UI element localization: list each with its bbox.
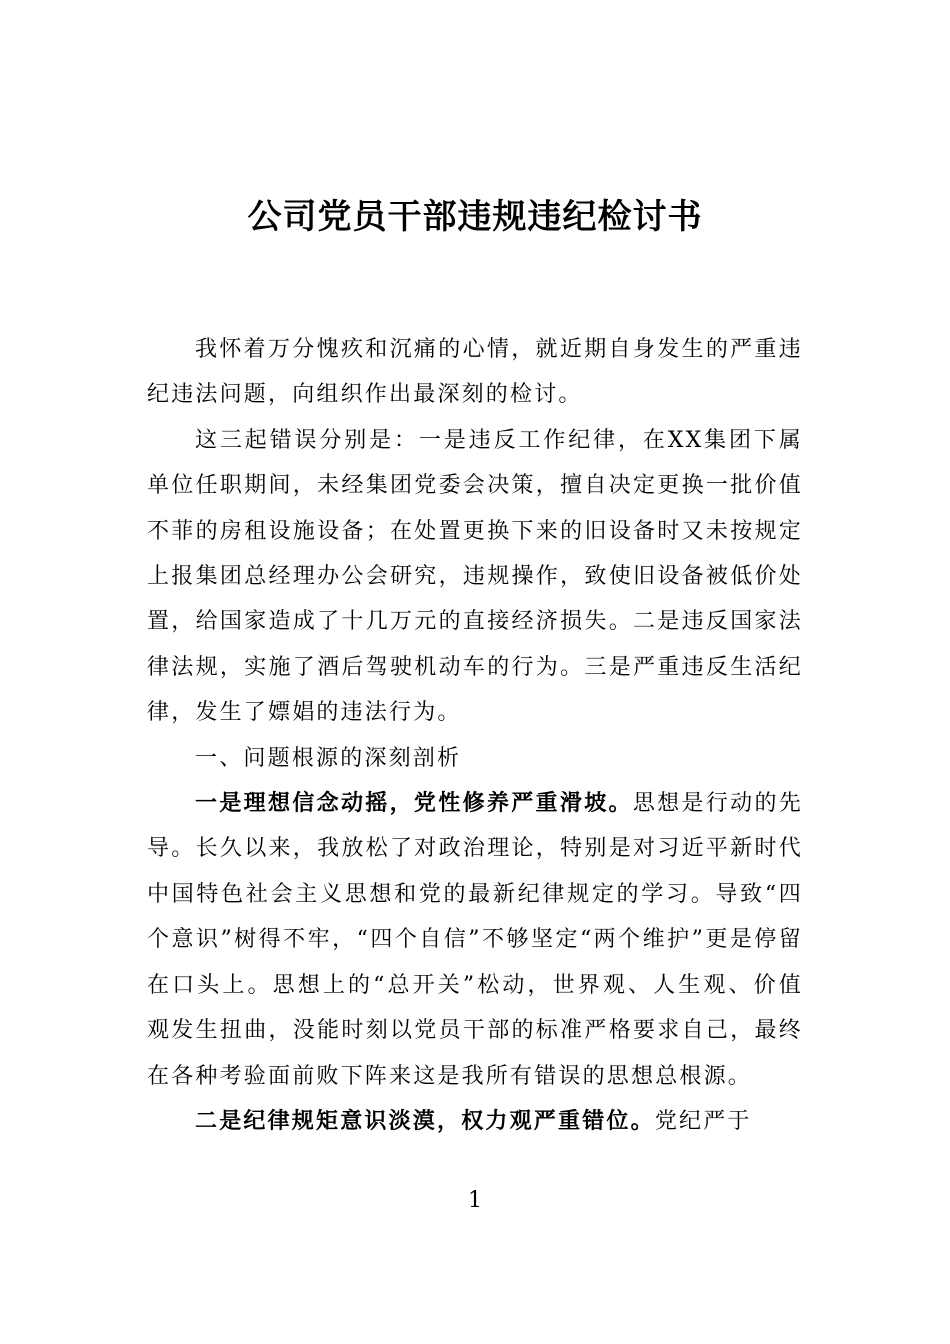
point-one-text: 思想是行动的先导。长久以来，我放松了对政治理论，特别是对习近平新时代中国特色社会主义思想和党的最新纪律规定的学习。导致“四个意识”树得不牢，“四个自信”不够坚定“两个维护”更是停留在口头上。思想上的“总开关”松动，世界观、人生观、价值观发生扭曲，没能时刻以党员干部的标准严格要求自己，最终在各种考验面前败下阵来这是我所有错误的思想总根源。 xyxy=(147,791,803,1089)
document-title: 公司党员干部违规违纪检讨书 xyxy=(247,197,703,237)
point-one-lead: 一是理想信念动摇，党性修养严重滑坡。 xyxy=(195,790,633,817)
point-two-lead: 二是纪律规矩意识淡漠，权力观严重错位。 xyxy=(195,1107,655,1134)
paragraph-errors xyxy=(147,418,803,736)
document-body xyxy=(147,327,803,1144)
paragraph-errors-text: 这三起错误分别是：一是违反工作纪律，在XX集团下属单位任职期间，未经集团党委会决策，擅自决定更换一批价值不菲的房租设施设备；在处置更换下来的旧设备时又未按规定上报集团总经理办公会研究，违规操作，致使旧设备被低价处置，给国家造成了十几万元的直接经济损失。二是违反国家法律法规，实施了酒后驾驶机动车的行为。三是严重违反生活纪律，发生了嫖娼的违法行为。 xyxy=(147,427,803,726)
point-two-text: 党纪严于 xyxy=(654,1108,752,1134)
paragraph-intro-text: 我怀着万分愧疚和沉痛的心情，就近期自身发生的严重违纪违法问题，向组织作出最深刻的检讨。 xyxy=(147,337,803,408)
point-two xyxy=(147,1099,803,1144)
section-heading: 一、问题根源的深刻剖析 xyxy=(195,745,462,771)
point-one xyxy=(147,781,803,1099)
paragraph-intro xyxy=(147,327,803,418)
page-number: 1 xyxy=(468,1188,482,1213)
